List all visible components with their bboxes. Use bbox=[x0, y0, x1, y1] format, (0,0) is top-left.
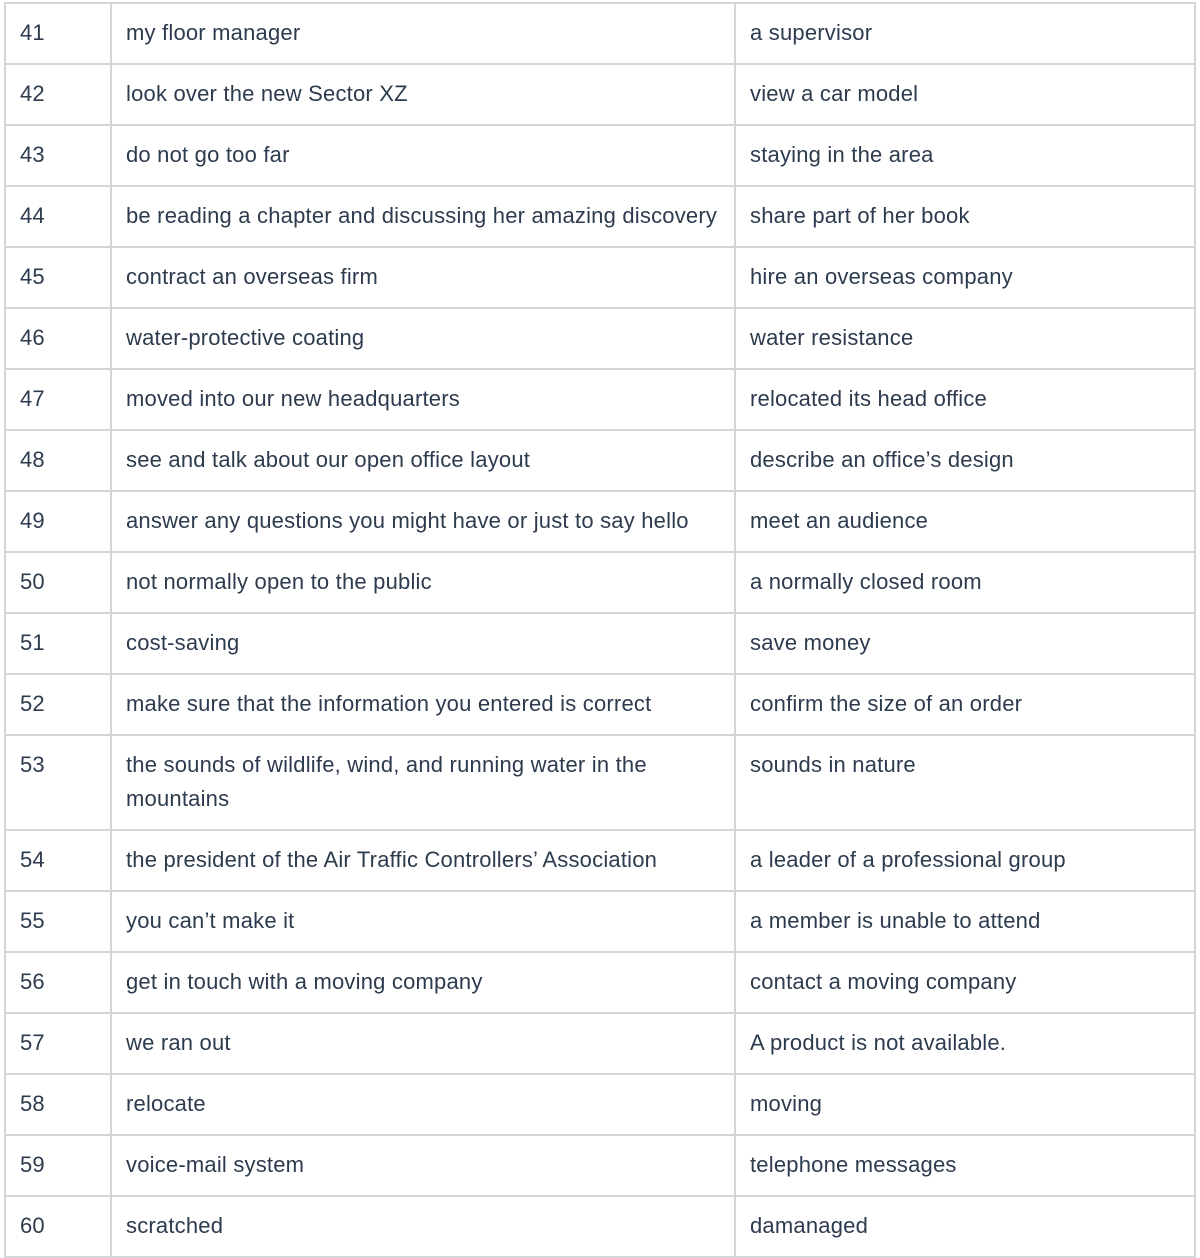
table-row bbox=[5, 952, 1195, 1013]
row-number: 52 bbox=[5, 674, 111, 735]
paraphrase-cell: damanaged bbox=[735, 1196, 1195, 1257]
row-number: 57 bbox=[5, 1013, 111, 1074]
paraphrase-cell: moving bbox=[735, 1074, 1195, 1135]
table-body bbox=[5, 3, 1195, 1257]
phrase-cell: the president of the Air Traffic Controllers’ Association bbox=[111, 830, 735, 891]
phrase-cell: cost-saving bbox=[111, 613, 735, 674]
table-row bbox=[5, 491, 1195, 552]
row-number: 50 bbox=[5, 552, 111, 613]
paraphrase-cell: telephone messages bbox=[735, 1135, 1195, 1196]
phrase-cell: we ran out bbox=[111, 1013, 735, 1074]
phrase-cell: look over the new Sector XZ bbox=[111, 64, 735, 125]
table-row bbox=[5, 3, 1195, 64]
phrase-cell: the sounds of wildlife, wind, and running water in the mountains bbox=[111, 735, 735, 830]
row-number: 60 bbox=[5, 1196, 111, 1257]
row-number: 51 bbox=[5, 613, 111, 674]
paraphrase-cell: A product is not available. bbox=[735, 1013, 1195, 1074]
table-row bbox=[5, 674, 1195, 735]
row-number: 53 bbox=[5, 735, 111, 830]
table-row bbox=[5, 1013, 1195, 1074]
row-number: 43 bbox=[5, 125, 111, 186]
table-row bbox=[5, 125, 1195, 186]
table-row bbox=[5, 735, 1195, 830]
table-row bbox=[5, 830, 1195, 891]
paraphrase-cell: meet an audience bbox=[735, 491, 1195, 552]
table-row bbox=[5, 613, 1195, 674]
table-row bbox=[5, 1074, 1195, 1135]
vocabulary-table bbox=[4, 2, 1196, 1258]
paraphrase-cell: a supervisor bbox=[735, 3, 1195, 64]
phrase-cell: voice-mail system bbox=[111, 1135, 735, 1196]
row-number: 58 bbox=[5, 1074, 111, 1135]
table-row bbox=[5, 369, 1195, 430]
phrase-cell: water-protective coating bbox=[111, 308, 735, 369]
vocabulary-table-container bbox=[4, 2, 1194, 1258]
table-row bbox=[5, 552, 1195, 613]
paraphrase-cell: share part of her book bbox=[735, 186, 1195, 247]
phrase-cell: answer any questions you might have or just to say hello bbox=[111, 491, 735, 552]
phrase-cell: get in touch with a moving company bbox=[111, 952, 735, 1013]
paraphrase-cell: contact a moving company bbox=[735, 952, 1195, 1013]
table-row bbox=[5, 247, 1195, 308]
paraphrase-cell: a leader of a professional group bbox=[735, 830, 1195, 891]
paraphrase-cell: staying in the area bbox=[735, 125, 1195, 186]
row-number: 42 bbox=[5, 64, 111, 125]
table-row bbox=[5, 891, 1195, 952]
table-row bbox=[5, 430, 1195, 491]
row-number: 48 bbox=[5, 430, 111, 491]
phrase-cell: not normally open to the public bbox=[111, 552, 735, 613]
phrase-cell: scratched bbox=[111, 1196, 735, 1257]
row-number: 41 bbox=[5, 3, 111, 64]
table-row bbox=[5, 1135, 1195, 1196]
row-number: 44 bbox=[5, 186, 111, 247]
paraphrase-cell: save money bbox=[735, 613, 1195, 674]
phrase-cell: moved into our new headquarters bbox=[111, 369, 735, 430]
phrase-cell: you can’t make it bbox=[111, 891, 735, 952]
phrase-cell: contract an overseas firm bbox=[111, 247, 735, 308]
phrase-cell: make sure that the information you entered is correct bbox=[111, 674, 735, 735]
paraphrase-cell: describe an office’s design bbox=[735, 430, 1195, 491]
row-number: 45 bbox=[5, 247, 111, 308]
row-number: 46 bbox=[5, 308, 111, 369]
paraphrase-cell: view a car model bbox=[735, 64, 1195, 125]
table-row bbox=[5, 308, 1195, 369]
paraphrase-cell: a member is unable to attend bbox=[735, 891, 1195, 952]
paraphrase-cell: water resistance bbox=[735, 308, 1195, 369]
table-row bbox=[5, 186, 1195, 247]
phrase-cell: do not go too far bbox=[111, 125, 735, 186]
paraphrase-cell: sounds in nature bbox=[735, 735, 1195, 830]
phrase-cell: my floor manager bbox=[111, 3, 735, 64]
phrase-cell: relocate bbox=[111, 1074, 735, 1135]
row-number: 55 bbox=[5, 891, 111, 952]
paraphrase-cell: relocated its head office bbox=[735, 369, 1195, 430]
row-number: 59 bbox=[5, 1135, 111, 1196]
paraphrase-cell: hire an overseas company bbox=[735, 247, 1195, 308]
table-row bbox=[5, 1196, 1195, 1257]
row-number: 47 bbox=[5, 369, 111, 430]
row-number: 56 bbox=[5, 952, 111, 1013]
paraphrase-cell: confirm the size of an order bbox=[735, 674, 1195, 735]
phrase-cell: be reading a chapter and discussing her amazing discovery bbox=[111, 186, 735, 247]
row-number: 49 bbox=[5, 491, 111, 552]
paraphrase-cell: a normally closed room bbox=[735, 552, 1195, 613]
row-number: 54 bbox=[5, 830, 111, 891]
phrase-cell: see and talk about our open office layout bbox=[111, 430, 735, 491]
table-row bbox=[5, 64, 1195, 125]
